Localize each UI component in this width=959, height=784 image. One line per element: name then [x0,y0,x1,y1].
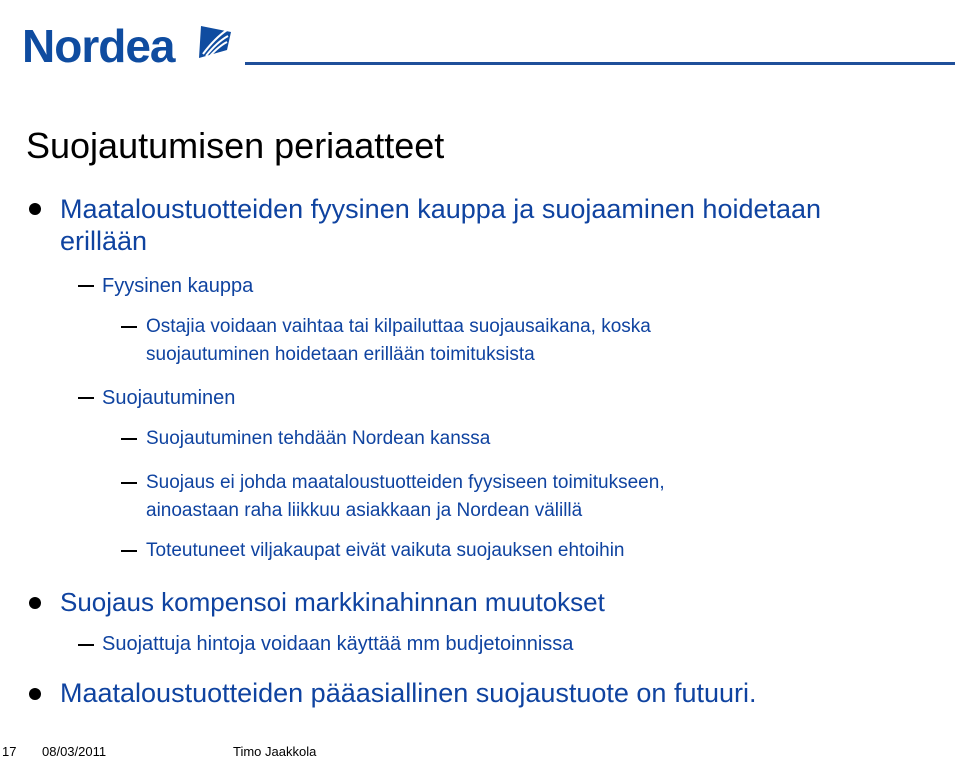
sub-sub-bullet-suojaus-line-2: ainoastaan raha liikkuu asiakkaan ja Nordean välillä [146,500,583,521]
dash-marker [121,438,137,440]
bullet-dot [29,597,41,609]
logo-wordmark: Nordea [22,20,175,72]
bullet-3: Maataloustuotteiden pääasiallinen suojaustuote on futuuri. [60,678,757,708]
sub-sub-bullet-ostajia-line-1: Ostajia voidaan vaihtaa tai kilpailuttaa suojausaikana, koska [146,316,651,337]
dash-marker [121,326,137,328]
dash-marker [121,550,137,552]
dash-marker [78,285,94,287]
footer-author: Timo Jaakkola [233,744,317,759]
bullet-1-line-1: Maataloustuotteiden fyysinen kauppa ja suojaaminen hoidetaan [60,194,822,224]
dash-marker [78,644,94,646]
bullet-1-line-2: erillään [60,226,148,256]
sub-sub-bullet-suojaus-line-1: Suojaus ei johda maataloustuotteiden fyysiseen toimitukseen, [146,472,665,493]
page-number: 17 [2,744,17,759]
sub-sub-bullet-nordean-kanssa: Suojautuminen tehdään Nordean kanssa [146,428,491,449]
bullet-2: Suojaus kompensoi markkinahinnan muutokset [60,587,605,617]
sub-sub-bullet-viljakaupat: Toteutuneet viljakaupat eivät vaikuta suojauksen ehtoihin [146,540,625,561]
sub-bullet-suojautuminen: Suojautuminen [102,387,236,409]
bullet-dot [29,688,41,700]
sub-sub-bullet-ostajia-line-2: suojautuminen hoidetaan erillään toimituksista [146,344,535,365]
sub-bullet-budjetoinnissa: Suojattuja hintoja voidaan käyttää mm budjetoinnissa [102,633,574,655]
slide-title: Suojautumisen periaatteet [26,125,445,166]
header-rule [245,62,955,65]
sail-icon [197,24,237,64]
sub-bullet-fyysinen-kauppa: Fyysinen kauppa [102,275,254,297]
nordea-logo [22,20,237,72]
bullet-dot [29,203,41,215]
dash-marker [121,482,137,484]
dash-marker [78,397,94,399]
footer-date: 08/03/2011 [42,744,107,759]
